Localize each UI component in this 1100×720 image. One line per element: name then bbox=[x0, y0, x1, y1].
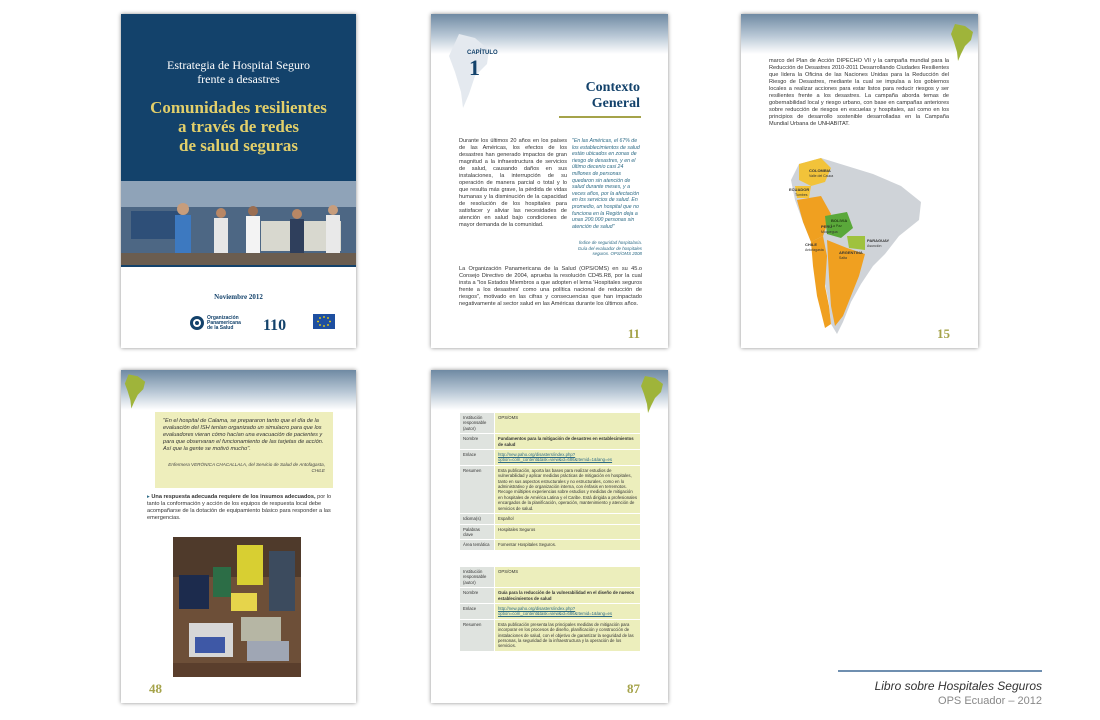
page-15 bbox=[741, 14, 978, 348]
record-link[interactable]: http://new.paho.org/disasters/index.php?option=com_content&task=view&id=686&Itemid=1&lang=es bbox=[498, 452, 613, 463]
map-label-place: La Paz bbox=[831, 224, 842, 228]
cover-date: Noviembre 2012 bbox=[214, 293, 263, 301]
record-key: Palabras clave bbox=[460, 524, 495, 540]
record-value: Esta publicación, aporta las bases para realizar estudios de vulnerabilidad y aplicar medidas prácticas de mitigación en hospitales, tanto en sus aspectos estructurales y no estructurales, como en lo administrativo y de organización interna, con énfasis en terremotos. Recoge múltiples experiencias sobre estudios y medidas de mitigación en hospitales de América Latina y el Caribe. Está dirigida a profesionales encargados de la planificación, operación, mantenimiento y atención de servicios de salud. bbox=[495, 465, 641, 513]
map-label-country: ARGENTINA bbox=[839, 250, 863, 255]
table-row bbox=[460, 514, 641, 524]
map-label-place: Moquegua bbox=[821, 230, 838, 234]
chapter-title bbox=[586, 80, 640, 112]
table-row bbox=[460, 434, 641, 450]
page-number: 48 bbox=[149, 681, 162, 696]
ops-logo-line2: Panamericana bbox=[207, 320, 241, 326]
record-value: Español bbox=[495, 514, 641, 524]
record-value: Esta publicación presenta las principales medidas de mitigación para incorporar en los procesos de diseño, planificación y construcción de instalaciones de salud, con el objetivo de garantizar la seguridad de las personas, la seguridad de la infraestructura y la operación de los servicios. bbox=[495, 619, 641, 651]
table-row bbox=[460, 588, 641, 604]
page-number: 11 bbox=[627, 326, 640, 341]
chapter-number: 1 bbox=[469, 55, 480, 80]
cover-title-line2: frente a desastres bbox=[197, 72, 280, 86]
record-value bbox=[495, 588, 641, 604]
anniversary-110-logo bbox=[263, 312, 297, 343]
bullet-text: por lo tanto la conformación y acción de los equipos de respuesta local debe acompañarse de la dotación de equipamiento básico para responder a las emergencias. bbox=[147, 494, 332, 521]
record-title: Guía para la reducción de la vulnerabilidad en el diseño de nuevos establecimientos de salud bbox=[498, 590, 635, 601]
resolution-paragraph: La Organización Panamericana de la Salud (OPS/OMS) en su 45.o Consejo Directivo de 2004, aprueba la resolución CD45.R8, por la cual insta a "los Estados Miembros a que adopten el lema 'Hospitales seguros frente a los desastres' como una política nacional de reducción de riesgos", motivado en las cifras y consecuencias que han impactado negativamente al sector salud en las Américas durante los últimos años. bbox=[459, 266, 642, 307]
sidebar-quote: "En las Américas, el 67% de los establecimientos de salud están ubicados en zonas de riesgo de desastres, y en el último decenio casi 24 millones de personas quedaron sin atención de salud durante meses, y a veces años, por la afectación en los servicios de salud. En promedio, un hospital que no funciona en la Región deja a unas 200.000 personas sin atención de salud" bbox=[572, 138, 640, 230]
cover-photo-people bbox=[121, 181, 356, 265]
record-value bbox=[495, 450, 641, 466]
table-row bbox=[460, 450, 641, 466]
testimonial-quote: "En el hospital de Calama, se prepararon tanto que el día de la evaluación del ISH tenían organizado un simulacro para que los evaluadores vieran cómo hacían una evacuación de pacientes y para que observaran el funcionamiento de las tarjetas de acción. Así que la gente se motivó mucho". bbox=[163, 418, 324, 452]
record-key: Institución responsable (autor) bbox=[460, 567, 495, 588]
record-title: Fundamentos para la mitigación de desastres en establecimientos de salud bbox=[498, 436, 634, 447]
table-row bbox=[460, 465, 641, 513]
chapter-title-line1: Contexto bbox=[585, 80, 640, 95]
record-key: Nombre bbox=[460, 434, 495, 450]
page-header-wave bbox=[741, 14, 978, 54]
map-label-place: Asunción bbox=[867, 244, 882, 248]
table-row bbox=[460, 604, 641, 620]
page-48 bbox=[121, 370, 356, 703]
page-87 bbox=[431, 370, 668, 703]
map-label-country: ECUADOR bbox=[789, 187, 810, 192]
record-key: Resumen bbox=[460, 619, 495, 651]
bullet-marker: ▸ bbox=[147, 494, 152, 500]
logo-110-number: 110 bbox=[263, 317, 287, 334]
cover-subtitle-line1: Capitalización de la experiencia en Suramérica bbox=[168, 272, 309, 280]
record-key: Nombre bbox=[460, 588, 495, 604]
eu-flag-logo bbox=[311, 312, 339, 343]
map-label-place: Tumbes bbox=[795, 193, 808, 197]
bullet-paragraph bbox=[147, 494, 337, 522]
caption-rule bbox=[838, 670, 1042, 672]
record-key: Enlace bbox=[460, 604, 495, 620]
map-label-country: PARAGUAY bbox=[867, 238, 890, 243]
table-row bbox=[460, 567, 641, 588]
title-underline bbox=[559, 116, 641, 118]
caption-subtitle: OPS Ecuador – 2012 bbox=[938, 695, 1042, 707]
bullet-bold-lead: Una respuesta adecuada requiere de los insumos adecuados, bbox=[151, 494, 316, 500]
table-row bbox=[460, 524, 641, 540]
page-number: 15 bbox=[937, 326, 950, 341]
ops-logo bbox=[189, 312, 247, 343]
record-key: Idioma(s) bbox=[460, 514, 495, 524]
map-label-country: PERÚ bbox=[821, 224, 833, 229]
chapter-label: CAPÍTULO bbox=[467, 50, 498, 56]
emergency-supplies-photo bbox=[173, 537, 301, 677]
page-11 bbox=[431, 14, 668, 348]
record-value: Fomentar Hospitales Seguros. bbox=[495, 540, 641, 550]
table-row bbox=[460, 413, 641, 434]
table-row bbox=[460, 619, 641, 651]
south-america-corner-icon bbox=[123, 372, 147, 410]
record-value: OPS/OMS bbox=[495, 413, 641, 434]
south-america-corner-icon bbox=[639, 374, 665, 414]
record-link[interactable]: http://new.paho.org/disasters/index.php?option=com_content&task=view&id=686&Itemid=1&lang=es bbox=[498, 606, 613, 617]
cover-main-line2: a través de redes bbox=[177, 117, 300, 136]
resource-record-table bbox=[459, 566, 641, 652]
page-header-wave bbox=[431, 370, 668, 410]
record-key: Institución responsable (autor) bbox=[460, 413, 495, 434]
cover-photo bbox=[121, 181, 356, 265]
cover-title-line1: Estrategia de Hospital Seguro bbox=[167, 58, 310, 72]
cover-main-title bbox=[121, 98, 356, 155]
page-header-wave bbox=[121, 370, 356, 410]
intro-paragraph: Durante los últimos 20 años en los países de las Américas, los efectos de los desastres han generado impactos de gran magnitud a la infraestructura de servicios de salud, causando daños en sus instalaciones, la interrupción de su operación de manera parcial o total y lo que resulta más grave, la pérdida de vidas humanas y la disminución de la capacidad de resolución de los hospitales para satisfacer y aliviar las necesidades de atención en salud bajo condiciones de mayor demanda de la comunidad. bbox=[459, 138, 567, 228]
record-value: Hospitales Seguros bbox=[495, 524, 641, 540]
cover-title bbox=[121, 58, 356, 86]
ops-logo-line1: Organización bbox=[207, 315, 239, 321]
map-label-place: Valle del Cauca bbox=[809, 174, 834, 178]
cover-subtitle-line2: Proyecto DIPECHO VII 2011-2012 bbox=[186, 281, 291, 289]
sidebar-quote-source: Índice de seguridad hospitalaria. Guía del evaluador de hospitales seguros. OPS/OMS 2008 bbox=[577, 240, 642, 256]
record-value bbox=[495, 434, 641, 450]
record-value: OPS/OMS bbox=[495, 567, 641, 588]
campaign-paragraph: marco del Plan de Acción DIPECHO VII y la campaña mundial para la Reducción de Desastres 2010-2011 Desarrollando Ciudades Resilientes que lidera la Oficina de las Naciones Unidas para la Reducción del Riesgo de Desastres, mediante la cual se impulsa a los gobiernos locales a realizar acciones para estar listos para reducir riesgos y ser resilientes frente a los desastres. La campaña aborda temas de gobernabilidad local y riesgo urbano, con base en campañas anteriores sobre reducción de riesgos en escuelas y hospitales, así como en los principios de desarrollo sostenible desarrolladas en la Campaña Mundial Urbana de UNHABITAT. bbox=[769, 58, 949, 127]
record-key: Enlace bbox=[460, 450, 495, 466]
south-america-corner-icon bbox=[949, 22, 975, 62]
table-row bbox=[460, 540, 641, 550]
page-number: 87 bbox=[627, 681, 640, 696]
record-key: Área temática bbox=[460, 540, 495, 550]
map-label-place: Salta bbox=[839, 256, 847, 260]
emergency-supplies-illustration bbox=[173, 537, 301, 677]
ops-logo-line3: de la Salud bbox=[207, 325, 234, 331]
chapter-title-line2: General bbox=[591, 96, 640, 111]
caption-title: Libro sobre Hospitales Seguros bbox=[874, 679, 1042, 693]
cover-main-line1: Comunidades resilientes bbox=[150, 98, 327, 117]
map-label-country: CHILE bbox=[805, 242, 817, 247]
resource-record-table bbox=[459, 412, 641, 551]
cover-page bbox=[121, 14, 356, 348]
south-america-project-map bbox=[781, 156, 941, 336]
map-label-place: Antofagasta bbox=[805, 248, 824, 252]
map-label-country: COLOMBIA bbox=[809, 168, 831, 173]
testimonial-source: Enfermera VERÓNICA CHACALLALA, del Servicio de Salud de Antofagasta, CHILE bbox=[168, 462, 325, 473]
map-label-country: BOLIVIA bbox=[831, 218, 848, 223]
record-value bbox=[495, 604, 641, 620]
record-key: Resumen bbox=[460, 465, 495, 513]
cover-main-line3: de salud seguras bbox=[178, 136, 299, 155]
cover-subtitle bbox=[121, 272, 356, 290]
